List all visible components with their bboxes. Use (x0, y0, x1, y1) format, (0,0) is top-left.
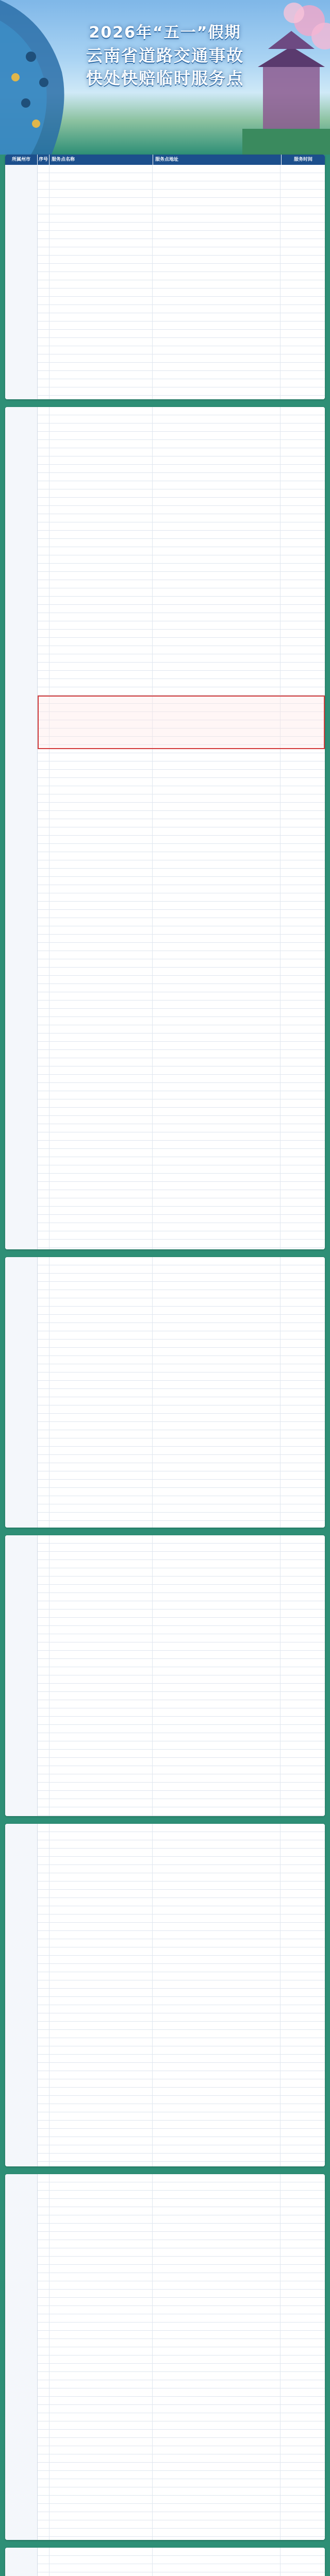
table-card-1 (5, 155, 325, 399)
table-card-5 (5, 1824, 325, 2166)
title-line-2: 云南省道路交通事故 (86, 46, 244, 65)
table-body (5, 2174, 325, 2540)
table-card-6 (5, 2174, 325, 2540)
table-body (5, 165, 325, 399)
region-cell (5, 165, 38, 399)
table-body (5, 1535, 325, 1816)
region-cell (5, 2174, 38, 2540)
header-name: 服务点名称 (50, 155, 153, 165)
header-region: 所属州市 (5, 155, 38, 165)
table-rows (38, 407, 325, 1249)
table-body (5, 2548, 325, 2576)
region-cell (5, 1257, 38, 1528)
table-body (5, 1257, 325, 1528)
header-banner (0, 0, 330, 155)
highlighted-rows (38, 696, 325, 749)
table-card-2 (5, 407, 325, 1249)
region-cell (5, 2548, 38, 2576)
title-line-3: 快处快赔临时服务点 (86, 69, 244, 88)
table-rows (38, 2548, 325, 2576)
page-title (0, 22, 330, 90)
header-time: 服务时间 (293, 157, 312, 162)
table-rows (38, 1824, 325, 2166)
table-rows (38, 165, 325, 399)
header-number: 序号 (38, 155, 50, 165)
title-line-1: 2026年“五一”假期 (89, 24, 241, 42)
header-address: 服务点地址 (153, 155, 282, 165)
table-rows (38, 1535, 325, 1816)
table-body (5, 407, 325, 1249)
table-card-3 (5, 1257, 325, 1528)
table-card-4 (5, 1535, 325, 1816)
region-cell (5, 407, 38, 1249)
table-card-7 (5, 2548, 325, 2576)
table-body (5, 1824, 325, 2166)
table-rows (38, 2174, 325, 2540)
table-rows (38, 1257, 325, 1528)
region-cell (5, 1824, 38, 2166)
region-cell (5, 1535, 38, 1816)
table-header-row (5, 155, 325, 165)
